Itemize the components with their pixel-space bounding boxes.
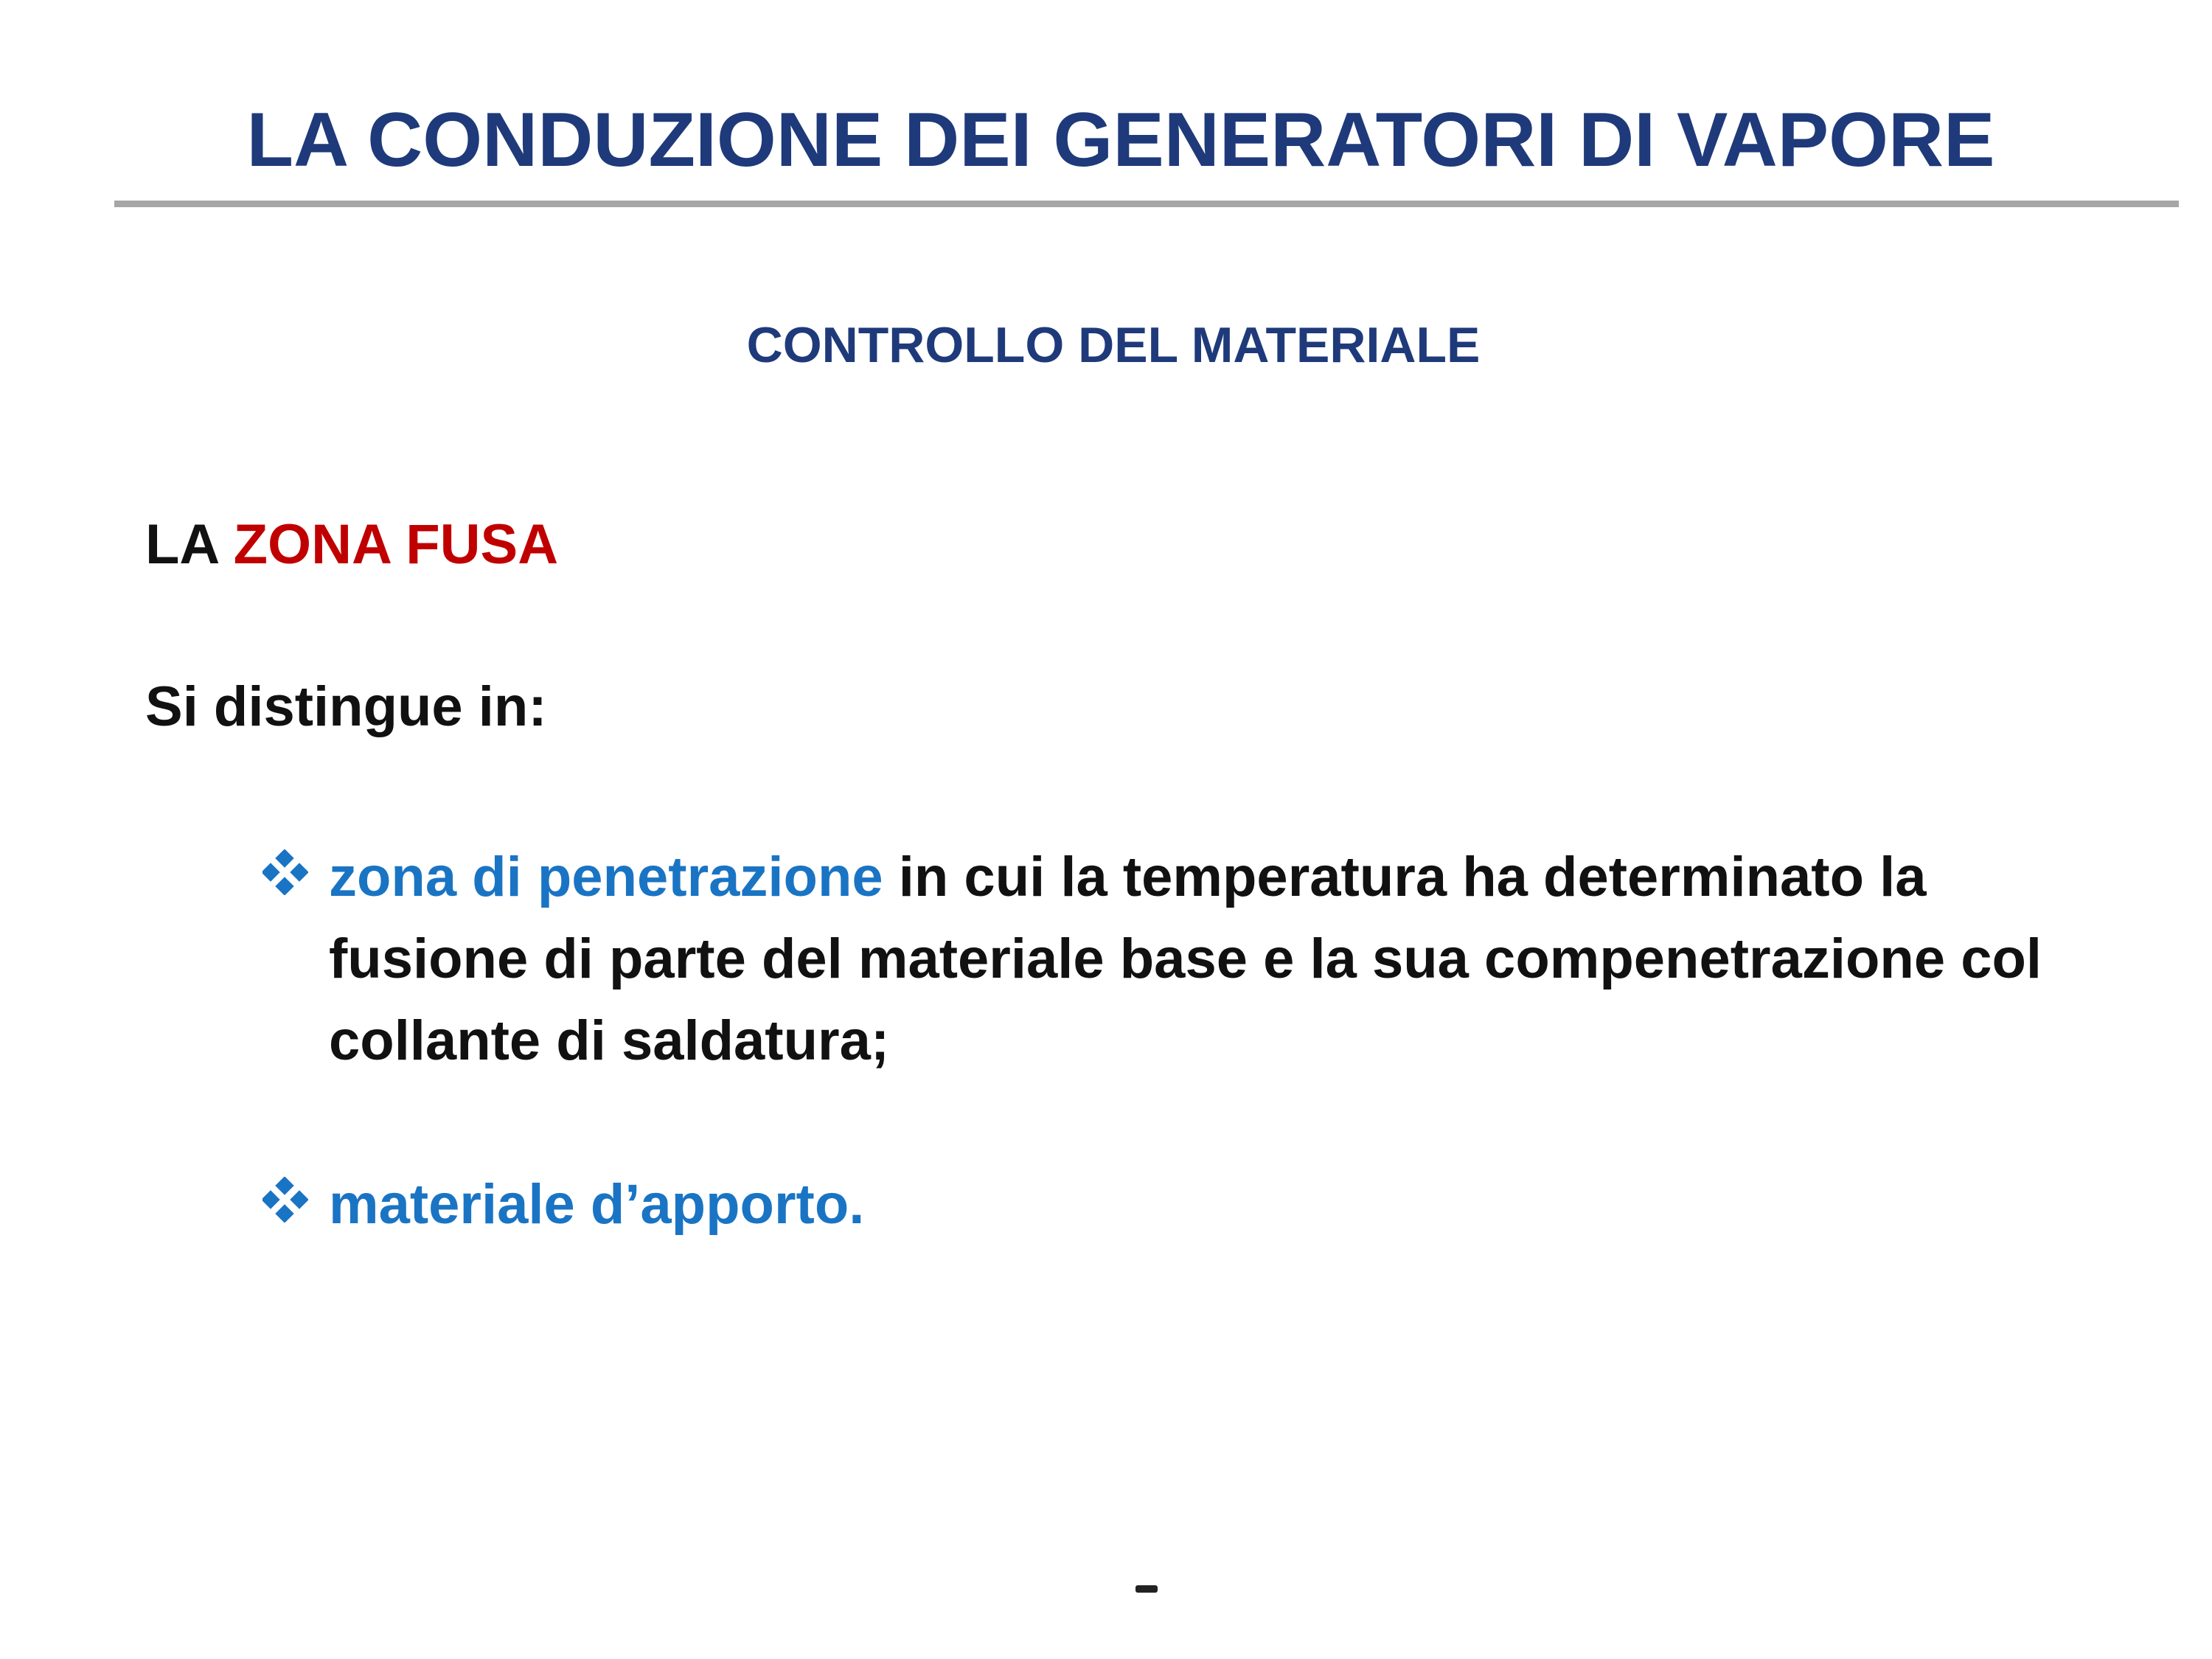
footer-mark: [1135, 1585, 1158, 1593]
topic-heading: [145, 512, 558, 578]
list-item-highlight: materiale d’apporto.: [329, 1173, 865, 1236]
topic-heading-prefix: LA: [145, 513, 234, 576]
list-item: [262, 1164, 2106, 1245]
list-item: [262, 836, 2106, 1082]
list-item-highlight: zona di penetrazione: [329, 846, 883, 908]
list-item-text: [329, 1164, 2106, 1245]
diamond-four-icon: [262, 1177, 308, 1222]
topic-heading-highlight: ZONA FUSA: [233, 513, 559, 576]
slide-title: LA CONDUZIONE DEI GENERATORI DI VAPORE: [246, 97, 1995, 183]
title-divider: [114, 201, 2179, 207]
list-item-text: [329, 836, 2106, 1082]
list-item-description: in cui la temperatura ha determinato la fusione di parte del materiale base e la sua compenetrazione col collante di saldatura;: [329, 846, 2042, 1072]
intro-text: Si distingue in:: [145, 675, 547, 738]
section-subtitle: CONTROLLO DEL MATERIALE: [746, 317, 1481, 373]
diamond-four-icon: [262, 849, 308, 895]
